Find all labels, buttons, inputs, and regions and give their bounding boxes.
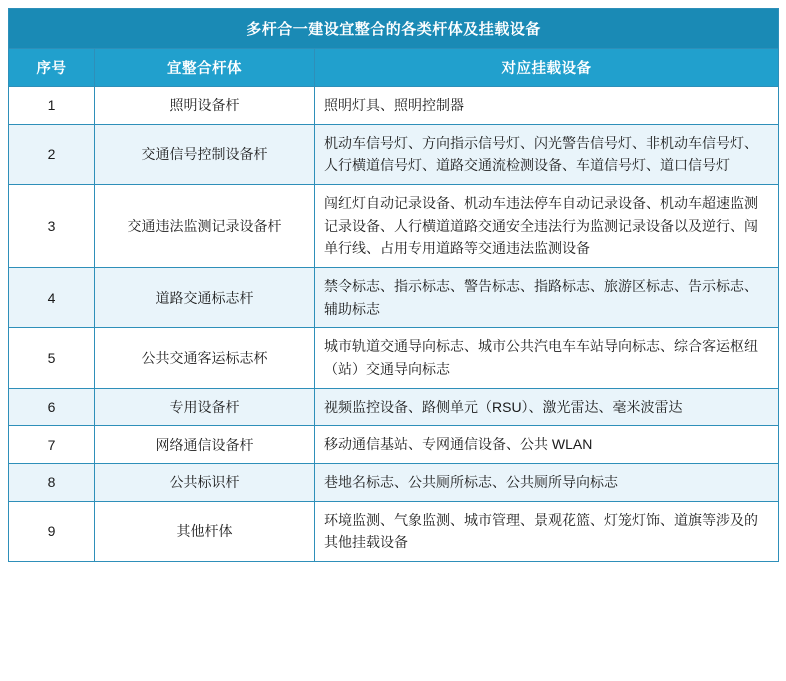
table-title: 多杆合一建设宜整合的各类杆体及挂载设备 — [9, 9, 779, 49]
column-header-pole: 宜整合杆体 — [95, 49, 315, 87]
table-row — [9, 124, 779, 184]
row-pole: 专用设备杆 — [95, 388, 315, 426]
row-pole: 公共标识杆 — [95, 464, 315, 502]
table-row — [9, 87, 779, 125]
column-header-index: 序号 — [9, 49, 95, 87]
row-index: 3 — [9, 185, 95, 268]
table-header-row — [9, 49, 779, 87]
row-equipment: 巷地名标志、公共厕所标志、公共厕所导向标志 — [315, 464, 779, 502]
row-equipment: 视频监控设备、路侧单元（RSU）、激光雷达、毫米波雷达 — [315, 388, 779, 426]
row-pole: 公共交通客运标志杯 — [95, 328, 315, 388]
row-pole: 交通违法监测记录设备杆 — [95, 185, 315, 268]
row-equipment: 禁令标志、指示标志、警告标志、指路标志、旅游区标志、告示标志、辅助标志 — [315, 268, 779, 328]
table-row — [9, 388, 779, 426]
row-index: 8 — [9, 464, 95, 502]
row-equipment: 环境监测、气象监测、城市管理、景观花篮、灯笼灯饰、道旗等涉及的其他挂载设备 — [315, 501, 779, 561]
table-row — [9, 501, 779, 561]
row-index: 6 — [9, 388, 95, 426]
row-equipment: 城市轨道交通导向标志、城市公共汽电车车站导向标志、综合客运枢纽（站）交通导向标志 — [315, 328, 779, 388]
row-equipment: 照明灯具、照明控制器 — [315, 87, 779, 125]
table-title-row — [9, 9, 779, 49]
row-equipment: 移动通信基站、专网通信设备、公共 WLAN — [315, 426, 779, 464]
row-pole: 照明设备杆 — [95, 87, 315, 125]
row-pole: 交通信号控制设备杆 — [95, 124, 315, 184]
row-equipment: 闯红灯自动记录设备、机动车违法停车自动记录设备、机动车超速监测记录设备、人行横道道路交通安全违法行为监测记录设备以及逆行、闯单行线、占用专用道路等交通违法监测设备 — [315, 185, 779, 268]
row-index: 1 — [9, 87, 95, 125]
row-pole: 其他杆体 — [95, 501, 315, 561]
table-row — [9, 268, 779, 328]
row-index: 2 — [9, 124, 95, 184]
table-row — [9, 185, 779, 268]
row-index: 5 — [9, 328, 95, 388]
row-pole: 网络通信设备杆 — [95, 426, 315, 464]
row-index: 4 — [9, 268, 95, 328]
table-row — [9, 328, 779, 388]
row-pole: 道路交通标志杆 — [95, 268, 315, 328]
pole-integration-table — [8, 8, 779, 562]
table-row — [9, 426, 779, 464]
row-equipment: 机动车信号灯、方向指示信号灯、闪光警告信号灯、非机动车信号灯、人行横道信号灯、道路交通流检测设备、车道信号灯、道口信号灯 — [315, 124, 779, 184]
row-index: 9 — [9, 501, 95, 561]
row-index: 7 — [9, 426, 95, 464]
table-row — [9, 464, 779, 502]
column-header-equipment: 对应挂载设备 — [315, 49, 779, 87]
